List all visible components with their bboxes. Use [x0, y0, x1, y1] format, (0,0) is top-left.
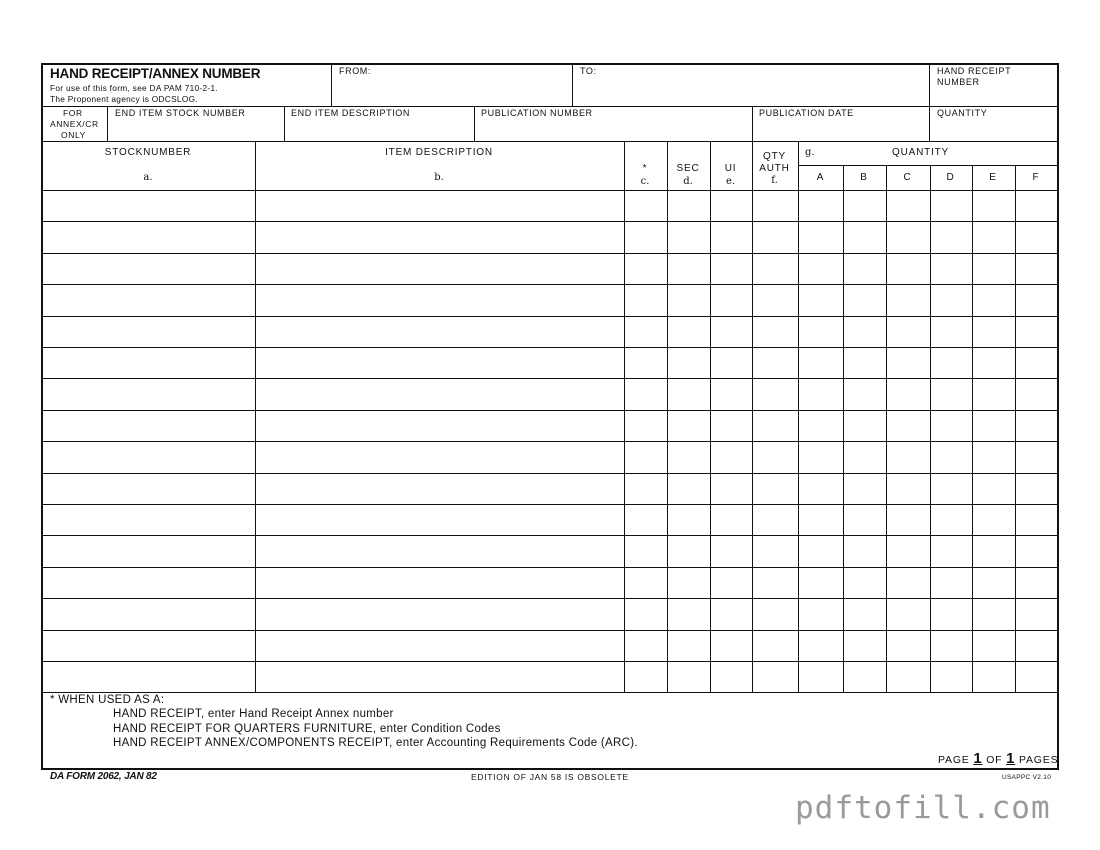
col-stocknumber-letter: a. — [143, 172, 153, 183]
table-cell[interactable] — [625, 599, 667, 629]
table-cell[interactable] — [887, 599, 930, 629]
table-cell[interactable] — [887, 411, 930, 441]
table-cell[interactable] — [668, 379, 710, 409]
table-cell[interactable] — [799, 474, 843, 504]
table-cell[interactable] — [668, 599, 710, 629]
table-cell[interactable] — [625, 631, 667, 661]
table-cell[interactable] — [625, 254, 667, 284]
table-cell[interactable] — [43, 348, 255, 378]
table-cell[interactable] — [1016, 631, 1058, 661]
table-cell[interactable] — [973, 254, 1015, 284]
table-cell[interactable] — [43, 285, 255, 315]
publication-number-label: PUBLICATION NUMBER — [481, 108, 593, 118]
version-note: USAPPC V2.10 — [1002, 774, 1052, 781]
table-cell[interactable] — [799, 411, 843, 441]
page-number[interactable]: 1 — [973, 750, 983, 767]
divider — [42, 141, 1058, 142]
table-cell[interactable] — [753, 222, 798, 252]
publication-number-field[interactable] — [475, 120, 751, 140]
table-cell[interactable] — [753, 662, 798, 692]
notes-line-2: HAND RECEIPT FOR QUARTERS FURNITURE, enter Condition Codes — [113, 723, 501, 735]
table-cell[interactable] — [668, 411, 710, 441]
table-cell[interactable] — [256, 379, 624, 409]
col-qty-auth-header-1: QTY — [763, 151, 786, 162]
table-cell[interactable] — [711, 254, 752, 284]
table-cell[interactable] — [625, 568, 667, 598]
table-cell[interactable] — [625, 191, 667, 221]
table-cell[interactable] — [1016, 599, 1058, 629]
table-cell[interactable] — [711, 568, 752, 598]
table-cell[interactable] — [931, 505, 972, 535]
table-cell[interactable] — [973, 662, 1015, 692]
table-cell[interactable] — [753, 317, 798, 347]
table-cell[interactable] — [668, 442, 710, 472]
table-cell[interactable] — [711, 631, 752, 661]
table-cell[interactable] — [753, 505, 798, 535]
form-title: HAND RECEIPT/ANNEX NUMBER — [50, 66, 261, 81]
table-cell[interactable] — [668, 285, 710, 315]
to-label: TO: — [580, 66, 597, 76]
table-cell[interactable] — [256, 599, 624, 629]
table-cell[interactable] — [256, 568, 624, 598]
form-usage-note: For use of this form, see DA PAM 710-2-1. — [50, 83, 219, 93]
table-cell[interactable] — [931, 285, 972, 315]
table-cell[interactable] — [625, 662, 667, 692]
table-cell[interactable] — [931, 379, 972, 409]
table-cell[interactable] — [799, 505, 843, 535]
table-cell[interactable] — [625, 222, 667, 252]
table-cell[interactable] — [887, 631, 930, 661]
of-label: OF — [986, 754, 1003, 766]
table-cell[interactable] — [1016, 285, 1058, 315]
table-cell[interactable] — [1016, 536, 1058, 566]
table-cell[interactable] — [711, 379, 752, 409]
table-cell[interactable] — [799, 379, 843, 409]
end-item-stock-number-label: END ITEM STOCK NUMBER — [115, 108, 246, 118]
table-cell[interactable] — [256, 474, 624, 504]
table-cell[interactable] — [973, 631, 1015, 661]
table-cell[interactable] — [799, 568, 843, 598]
table-cell[interactable] — [711, 536, 752, 566]
table-cell[interactable] — [668, 254, 710, 284]
table-cell[interactable] — [711, 191, 752, 221]
table-cell[interactable] — [931, 191, 972, 221]
table-cell[interactable] — [799, 222, 843, 252]
table-cell[interactable] — [887, 474, 930, 504]
table-cell[interactable] — [973, 379, 1015, 409]
table-cell[interactable] — [973, 599, 1015, 629]
table-cell[interactable] — [799, 191, 843, 221]
watermark: pdftofill.com — [795, 790, 1051, 826]
table-cell[interactable] — [668, 631, 710, 661]
table-cell[interactable] — [256, 254, 624, 284]
table-cell[interactable] — [844, 631, 886, 661]
quantity-subcol-e: E — [989, 172, 997, 183]
table-cell[interactable] — [668, 222, 710, 252]
table-cell[interactable] — [973, 411, 1015, 441]
table-cell[interactable] — [668, 536, 710, 566]
col-star-letter: c. — [640, 176, 650, 187]
table-cell[interactable] — [43, 191, 255, 221]
table-cell[interactable] — [753, 379, 798, 409]
table-cell[interactable] — [625, 474, 667, 504]
table-cell[interactable] — [844, 411, 886, 441]
table-cell[interactable] — [256, 442, 624, 472]
table-cell[interactable] — [43, 222, 255, 252]
table-cell[interactable] — [43, 631, 255, 661]
table-cell[interactable] — [931, 348, 972, 378]
table-cell[interactable] — [1016, 222, 1058, 252]
hand-receipt-number-field[interactable] — [930, 88, 1057, 106]
table-cell[interactable] — [844, 536, 886, 566]
table-cell[interactable] — [887, 285, 930, 315]
table-cell[interactable] — [43, 536, 255, 566]
table-cell[interactable] — [625, 285, 667, 315]
table-cell[interactable] — [887, 536, 930, 566]
table-cell[interactable] — [931, 599, 972, 629]
table-cell[interactable] — [43, 442, 255, 472]
table-cell[interactable] — [625, 411, 667, 441]
table-cell[interactable] — [256, 505, 624, 535]
divider — [42, 106, 1058, 107]
table-cell[interactable] — [668, 474, 710, 504]
to-field[interactable] — [573, 78, 928, 106]
col-item-description-header: ITEM DESCRIPTION — [385, 147, 493, 158]
divider — [798, 165, 1058, 166]
table-cell[interactable] — [799, 442, 843, 472]
table-cell[interactable] — [256, 536, 624, 566]
quantity-subcol-f: F — [1032, 172, 1040, 183]
table-cell[interactable] — [931, 662, 972, 692]
table-cell[interactable] — [1016, 442, 1058, 472]
table-cell[interactable] — [799, 348, 843, 378]
table-cell[interactable] — [1016, 662, 1058, 692]
table-cell[interactable] — [887, 442, 930, 472]
end-item-stock-number-field[interactable] — [108, 120, 283, 140]
table-cell[interactable] — [753, 536, 798, 566]
table-cell[interactable] — [931, 568, 972, 598]
table-cell[interactable] — [711, 474, 752, 504]
table-cell[interactable] — [43, 599, 255, 629]
table-cell[interactable] — [43, 379, 255, 409]
col-sec-header: SEC — [676, 163, 700, 174]
table-cell[interactable] — [753, 631, 798, 661]
table-cell[interactable] — [668, 568, 710, 598]
table-cell[interactable] — [43, 411, 255, 441]
table-cell[interactable] — [256, 631, 624, 661]
table-cell[interactable] — [973, 317, 1015, 347]
table-cell[interactable] — [844, 599, 886, 629]
table-cell[interactable] — [43, 662, 255, 692]
table-cell[interactable] — [931, 474, 972, 504]
table-cell[interactable] — [1016, 191, 1058, 221]
table-cell[interactable] — [1016, 348, 1058, 378]
hand-receipt-number-label: HAND RECEIPT — [937, 66, 1012, 76]
for-annex-label-2: ANNEX/CR — [50, 119, 99, 129]
notes-line-3: HAND RECEIPT ANNEX/COMPONENTS RECEIPT, enter Accounting Requirements Code (ARC). — [113, 737, 638, 749]
quantity-label: QUANTITY — [937, 108, 988, 118]
table-cell[interactable] — [256, 285, 624, 315]
table-cell[interactable] — [256, 222, 624, 252]
table-cell[interactable] — [844, 442, 886, 472]
col-sec-letter: d. — [683, 176, 693, 187]
table-cell[interactable] — [887, 568, 930, 598]
quantity-subcol-b: B — [860, 172, 868, 183]
table-cell[interactable] — [256, 317, 624, 347]
publication-date-label: PUBLICATION DATE — [759, 108, 854, 118]
table-cell[interactable] — [844, 222, 886, 252]
table-cell[interactable] — [973, 568, 1015, 598]
table-cell[interactable] — [753, 254, 798, 284]
page-label: PAGE — [938, 754, 970, 766]
table-cell[interactable] — [711, 505, 752, 535]
table-cell[interactable] — [1016, 411, 1058, 441]
table-cell[interactable] — [753, 442, 798, 472]
table-cell[interactable] — [1016, 474, 1058, 504]
table-cell[interactable] — [799, 631, 843, 661]
table-cell[interactable] — [887, 222, 930, 252]
col-quantity-letter: g. — [805, 147, 815, 158]
col-qty-auth-letter: f. — [771, 175, 778, 186]
table-cell[interactable] — [799, 662, 843, 692]
col-qty-auth-header-2: AUTH — [759, 163, 790, 174]
table-cell[interactable] — [973, 442, 1015, 472]
table-cell[interactable] — [844, 474, 886, 504]
table-cell[interactable] — [844, 505, 886, 535]
table-cell[interactable] — [625, 379, 667, 409]
table-cell[interactable] — [625, 442, 667, 472]
table-cell[interactable] — [931, 411, 972, 441]
table-cell[interactable] — [973, 285, 1015, 315]
table-cell[interactable] — [711, 348, 752, 378]
table-cell[interactable] — [844, 379, 886, 409]
table-cell[interactable] — [887, 254, 930, 284]
quantity-subcol-a: A — [816, 172, 825, 183]
quantity-subcol-d: D — [946, 172, 955, 183]
table-cell[interactable] — [711, 662, 752, 692]
table-cell[interactable] — [625, 317, 667, 347]
table-cell[interactable] — [887, 317, 930, 347]
table-cell[interactable] — [668, 317, 710, 347]
col-quantity-header: QUANTITY — [892, 147, 949, 158]
table-cell[interactable] — [625, 505, 667, 535]
page-indicator — [938, 750, 1058, 767]
table-cell[interactable] — [668, 348, 710, 378]
table-cell[interactable] — [887, 662, 930, 692]
table-cell[interactable] — [931, 442, 972, 472]
table-cell[interactable] — [256, 348, 624, 378]
table-cell[interactable] — [844, 568, 886, 598]
table-cell[interactable] — [844, 191, 886, 221]
table-cell[interactable] — [973, 348, 1015, 378]
table-cell[interactable] — [753, 568, 798, 598]
table-cell[interactable] — [799, 254, 843, 284]
table-cell[interactable] — [43, 474, 255, 504]
table-cell[interactable] — [711, 285, 752, 315]
notes-heading: * WHEN USED AS A: — [50, 694, 165, 706]
col-stocknumber-header: STOCKNUMBER — [104, 147, 192, 158]
table-cell[interactable] — [844, 317, 886, 347]
table-cell[interactable] — [256, 411, 624, 441]
row-divider — [42, 692, 1058, 693]
table-cell[interactable] — [1016, 254, 1058, 284]
table-cell[interactable] — [931, 254, 972, 284]
table-cell[interactable] — [799, 599, 843, 629]
table-cell[interactable] — [844, 662, 886, 692]
table-cell[interactable] — [973, 474, 1015, 504]
table-cell[interactable] — [973, 505, 1015, 535]
col-ui-header: UI — [724, 163, 737, 174]
table-cell[interactable] — [973, 222, 1015, 252]
pages-label: PAGES — [1018, 754, 1059, 766]
table-cell[interactable] — [887, 348, 930, 378]
hand-receipt-number-label-2: NUMBER — [937, 77, 980, 87]
table-cell[interactable] — [668, 505, 710, 535]
table-cell[interactable] — [1016, 379, 1058, 409]
table-cell[interactable] — [753, 411, 798, 441]
for-annex-label-1: FOR — [63, 108, 83, 118]
col-item-description-letter: b. — [434, 172, 444, 183]
table-cell[interactable] — [711, 411, 752, 441]
end-item-description-field[interactable] — [285, 120, 473, 140]
table-cell[interactable] — [753, 599, 798, 629]
table-cell[interactable] — [799, 536, 843, 566]
table-cell[interactable] — [753, 285, 798, 315]
table-cell[interactable] — [887, 191, 930, 221]
table-cell[interactable] — [753, 474, 798, 504]
table-cell[interactable] — [43, 317, 255, 347]
table-cell[interactable] — [931, 631, 972, 661]
publication-date-field[interactable] — [753, 120, 928, 140]
table-cell[interactable] — [1016, 505, 1058, 535]
notes-line-1: HAND RECEIPT, enter Hand Receipt Annex number — [113, 708, 394, 720]
table-cell[interactable] — [256, 191, 624, 221]
col-star-header: * — [642, 163, 648, 174]
table-cell[interactable] — [668, 191, 710, 221]
table-cell[interactable] — [1016, 317, 1058, 347]
for-annex-label-3: ONLY — [61, 130, 86, 140]
table-cell[interactable] — [668, 662, 710, 692]
edition-note: EDITION OF JAN 58 IS OBSOLETE — [471, 772, 629, 782]
table-cell[interactable] — [973, 536, 1015, 566]
table-cell[interactable] — [844, 348, 886, 378]
quantity-field[interactable] — [930, 120, 1057, 140]
table-cell[interactable] — [711, 442, 752, 472]
table-cell[interactable] — [43, 505, 255, 535]
proponent-note: The Proponent agency is ODCSLOG. — [50, 94, 198, 104]
table-cell[interactable] — [931, 536, 972, 566]
table-cell[interactable] — [1016, 568, 1058, 598]
table-cell[interactable] — [753, 191, 798, 221]
end-item-description-label: END ITEM DESCRIPTION — [291, 108, 411, 118]
table-cell[interactable] — [256, 662, 624, 692]
table-cell[interactable] — [973, 191, 1015, 221]
quantity-subcol-c: C — [903, 172, 912, 183]
table-cell[interactable] — [625, 536, 667, 566]
table-cell[interactable] — [711, 317, 752, 347]
table-cell[interactable] — [887, 505, 930, 535]
table-cell[interactable] — [887, 379, 930, 409]
table-cell[interactable] — [799, 317, 843, 347]
table-cell[interactable] — [43, 254, 255, 284]
table-cell[interactable] — [43, 568, 255, 598]
col-ui-letter: e. — [725, 176, 736, 187]
table-cell[interactable] — [799, 285, 843, 315]
table-cell[interactable] — [931, 222, 972, 252]
table-cell[interactable] — [844, 254, 886, 284]
table-cell[interactable] — [931, 317, 972, 347]
from-label: FROM: — [339, 66, 371, 76]
table-cell[interactable] — [844, 285, 886, 315]
page-total[interactable]: 1 — [1006, 750, 1016, 767]
table-cell[interactable] — [711, 222, 752, 252]
table-cell[interactable] — [753, 348, 798, 378]
from-field[interactable] — [332, 78, 571, 106]
table-cell[interactable] — [711, 599, 752, 629]
table-cell[interactable] — [625, 348, 667, 378]
form-id: DA FORM 2062, JAN 82 — [50, 771, 157, 782]
